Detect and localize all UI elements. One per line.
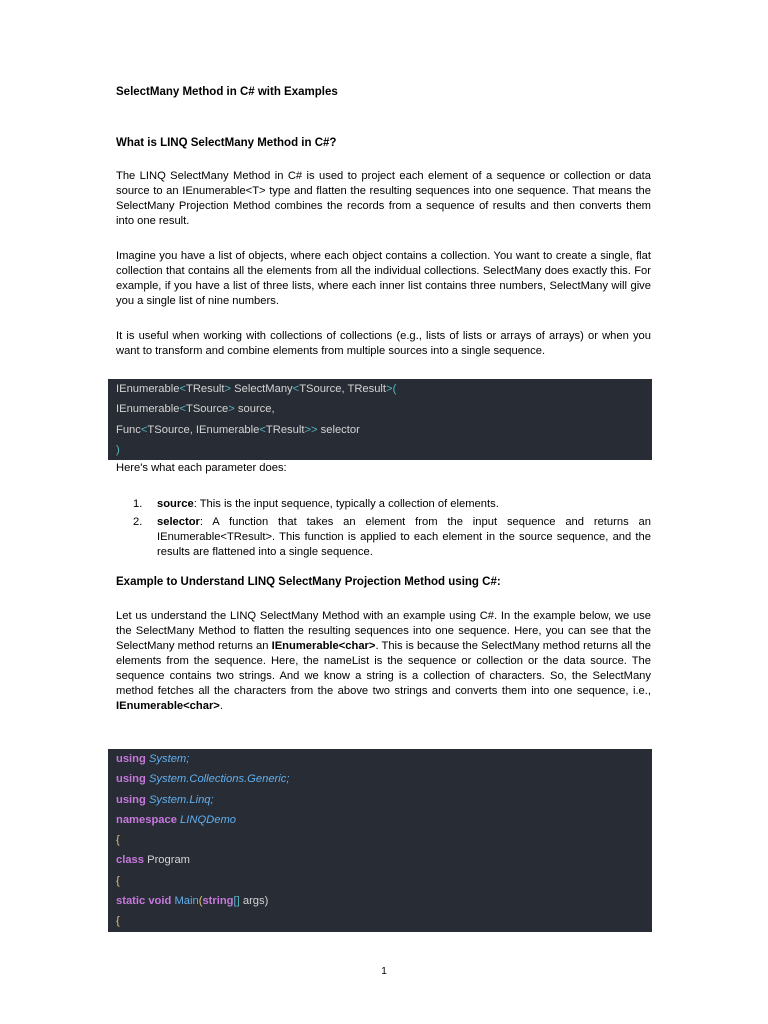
code-line: {: [116, 834, 120, 847]
list-item: [116, 515, 651, 560]
parameter-term: source: [157, 498, 194, 510]
document-title: SelectMany Method in C# with Examples: [116, 86, 338, 98]
list-item: [116, 497, 651, 512]
code-line: namespace LINQDemo: [116, 813, 237, 826]
page-number: 1: [381, 966, 387, 977]
signature-code-block: [108, 379, 652, 460]
section-heading: What is LINQ SelectMany Method in C#?: [116, 137, 337, 149]
parameters-intro: Here's what each parameter does:: [116, 462, 287, 474]
code-line: {: [116, 915, 120, 928]
paragraph-usage: It is useful when working with collections of collections (e.g., lists of lists or arrays of arrays) or when you want to transform and combine elements from multiple sources into a single sequence.: [116, 330, 651, 357]
list-number: 2.: [133, 516, 143, 528]
code-line: static void Main(string[] args): [116, 895, 269, 908]
example-code-block: [108, 749, 652, 932]
code-line: ): [116, 443, 120, 456]
list-number: 1.: [133, 498, 143, 510]
code-line: Func<TSource, IEnumerable<TResult>> selector: [116, 423, 360, 436]
example-heading: Example to Understand LINQ SelectMany Projection Method using C#:: [116, 576, 501, 588]
code-line: using System.Linq;: [116, 793, 214, 806]
code-line: IEnumerable<TSource> source,: [116, 403, 275, 416]
paragraph-example: Let us understand the LINQ SelectMany Method with an example using C#. In the example below, we use the SelectMany Method to flatten the resulting sequences into one sequence. Here, you can see that the SelectMany method returns an IEnumerable<char>. This is because the SelectMany method returns all the elements from the sequence. Here, the nameList is the sequence or collection or the data source. The sequence contains two strings. And we know a string is a collection of characters. So, the SelectMany method fetches all the characters from the above two strings and converts them into one sequence, i.e., IEnumerable<char>.: [116, 610, 651, 712]
code-line: using System;: [116, 753, 190, 765]
paragraph-explanation: Imagine you have a list of objects, where each object contains a collection. You want to create a single, flat collection that contains all the elements from all the individual collections. SelectMany does exactly this. For example, if you have a list of three lists, where each inner list contains three numbers, SelectMany will give you a single list of nine numbers.: [116, 250, 651, 307]
parameter-description: : This is the input sequence, typically a collection of elements.: [193, 498, 499, 510]
paragraph-intro: The LINQ SelectMany Method in C# is used to project each element of a sequence or collection or data source to an IEnumerable<T> type and flatten the resulting sequences into one sequence. That means the SelectMany Projection Method combines the records from a sequence of results and then converts them into one result.: [116, 170, 651, 227]
code-line: {: [116, 874, 120, 887]
parameter-list: [116, 497, 651, 563]
code-line: using System.Collections.Generic;: [116, 773, 290, 786]
code-line: IEnumerable<TResult> SelectMany<TSource, TResult>(: [116, 383, 397, 395]
parameter-term: selector: [157, 516, 200, 528]
code-line: class Program: [116, 854, 191, 867]
parameter-description: : A function that takes an element from the input sequence and returns an IEnumerable<TResult>. This function is applied to each element in the source sequence, and the results are flattened into a single sequence.: [157, 516, 651, 558]
